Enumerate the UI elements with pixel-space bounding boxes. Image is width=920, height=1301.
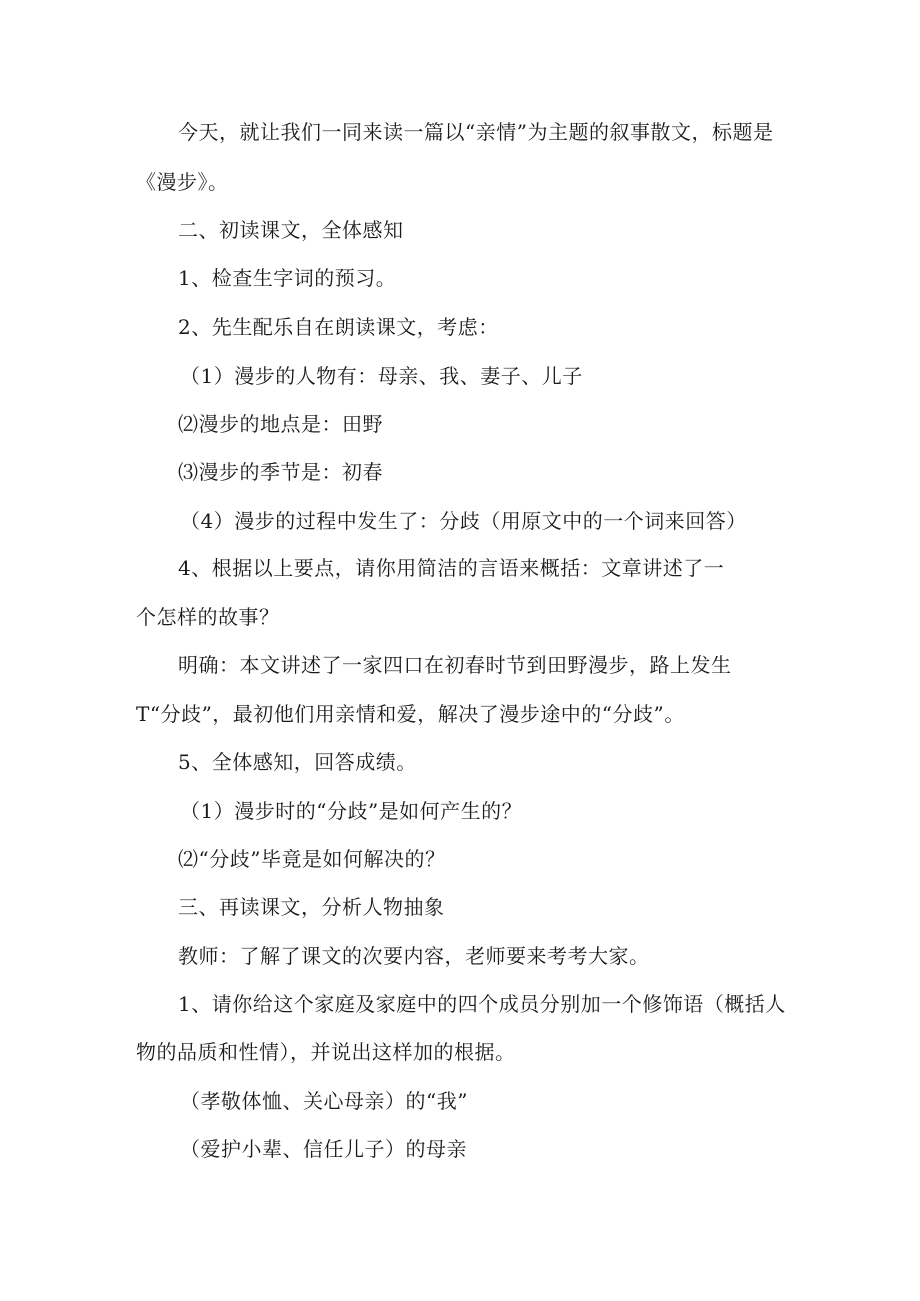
teacher-line: 教师：了解了课文的次要内容，老师要来考考大家。 [178, 944, 650, 968]
task-1-line-2: 物的品质和性情），并说出这样加的根据。 [136, 1040, 516, 1064]
question-1: （1）漫步的人物有：母亲、我、妻子、儿子 [180, 364, 583, 388]
step-5-question-1: （1）漫步时的“分歧”是如何产生的？ [180, 799, 523, 823]
step-5: 5、全体感知，回答成绩。 [178, 750, 417, 774]
answer-line-1: 明确：本文讲述了一家四口在初春时节到田野漫步，路上发生 [178, 653, 732, 677]
step-2: 2、先生配乐自在朗读课文，考虑： [178, 315, 499, 339]
question-4: （4）漫步的过程中发生了：分歧（用原文中的一个词来回答） [180, 509, 747, 533]
step-4-line-1: 4、根据以上要点，请你用简洁的言语来概括：文章讲述了一 [178, 556, 725, 580]
modifier-mother: （爱护小辈、信任儿子）的母亲 [180, 1137, 467, 1161]
task-1-line-1: 1、请你给这个家庭及家庭中的四个成员分别加一个修饰语（概括人 [178, 992, 786, 1016]
answer-line-2: T“分歧”，最初他们用亲情和爱，解决了漫步途中的“分歧”。 [136, 702, 685, 726]
step-1: 1、检查生字词的预习。 [178, 266, 397, 290]
section-heading-2: 二、初读课文，全体感知 [178, 218, 404, 242]
paragraph-intro-line-2: 《漫步》。 [136, 170, 229, 194]
modifier-me: （孝敬体恤、关心母亲）的“我” [180, 1089, 468, 1113]
step-5-question-2: ⑵“分歧”毕竟是如何解决的？ [178, 847, 446, 871]
question-3: ⑶漫步的季节是：初春 [178, 460, 383, 484]
paragraph-intro-line-1: 今天，就让我们一同来读一篇以“亲情”为主题的叙事散文，标题是 [178, 120, 774, 144]
section-heading-3: 三、再读课文，分析人物抽象 [178, 895, 445, 919]
step-4-line-2: 个怎样的故事？ [136, 605, 280, 629]
question-2: ⑵漫步的地点是：田野 [178, 412, 383, 436]
